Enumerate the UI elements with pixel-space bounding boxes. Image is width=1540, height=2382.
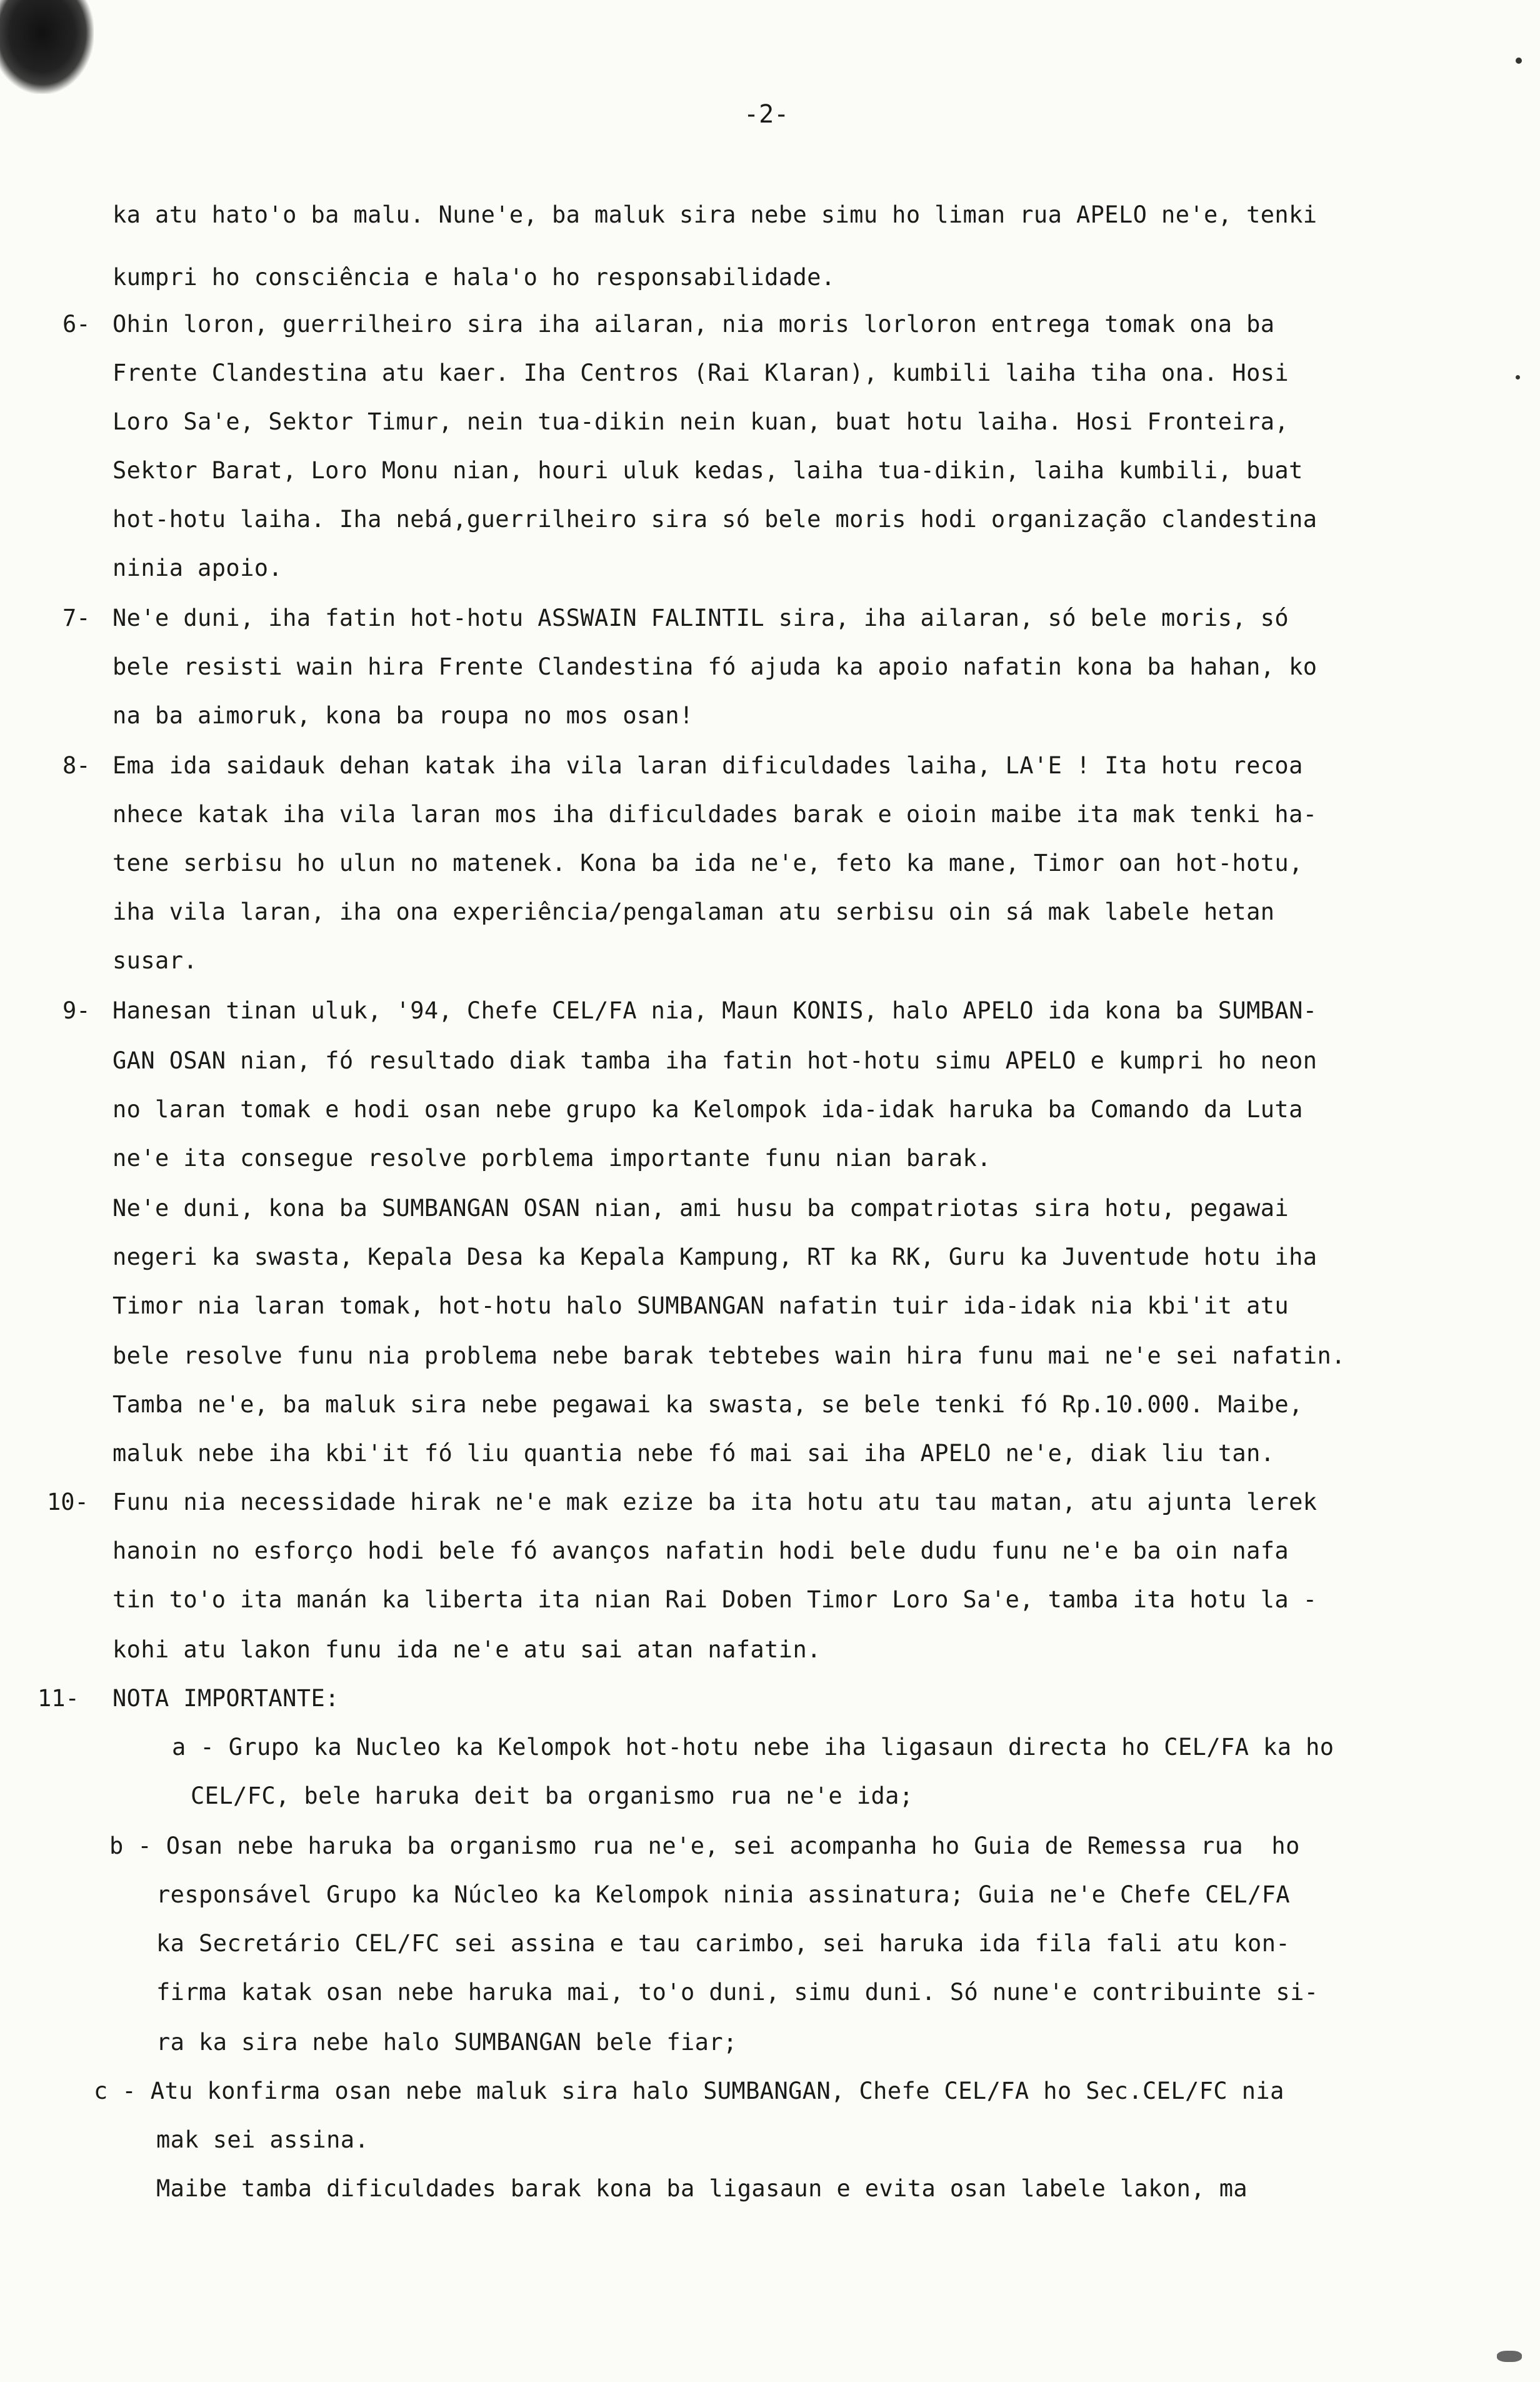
item-number: 10- <box>47 1489 89 1515</box>
text-line: no laran tomak e hodi osan nebe grupo ka Kelompok ida-idak haruka ba Comando da Luta <box>112 1096 1303 1123</box>
text-line: Funu nia necessidade hirak ne'e mak ezize ba ita hotu atu tau matan, atu ajunta lerek <box>112 1489 1318 1515</box>
text-line: CEL/FC, bele haruka deit ba organismo rua ne'e ida; <box>191 1782 914 1809</box>
text-line: Tamba ne'e, ba maluk sira nebe pegawai ka swasta, se bele tenki fó Rp.10.000. Maibe, <box>112 1391 1303 1418</box>
text-line: Loro Sa'e, Sektor Timur, nein tua-dikin nein kuan, buat hotu laiha. Hosi Fronteira, <box>112 408 1289 435</box>
text-line: c - Atu konfirma osan nebe maluk sira halo SUMBANGAN, Chefe CEL/FA ho Sec.CEL/FC nia <box>94 2078 1284 2104</box>
ink-speck <box>1516 58 1522 64</box>
text-line: tene serbisu ho ulun no matenek. Kona ba ida ne'e, feto ka mane, Timor oan hot-hotu, <box>112 850 1303 877</box>
text-line: kohi atu lakon funu ida ne'e atu sai atan nafatin. <box>112 1636 821 1663</box>
text-line: na ba aimoruk, kona ba roupa no mos osan! <box>112 702 694 729</box>
text-line: ka Secretário CEL/FC sei assina e tau carimbo, sei haruka ida fila fali atu kon- <box>156 1930 1291 1957</box>
text-line: nhece katak iha vila laran mos iha dificuldades barak e oioin maibe ita mak tenki ha- <box>112 801 1318 828</box>
text-line: ra ka sira nebe halo SUMBANGAN bele fiar; <box>156 2029 738 2056</box>
item-number: 7- <box>62 605 91 631</box>
ink-speck <box>1516 375 1520 379</box>
text-line: maluk nebe iha kbi'it fó liu quantia nebe fó mai sai iha APELO ne'e, diak liu tan. <box>112 1440 1275 1467</box>
text-line: kumpri ho consciência e hala'o ho responsabilidade. <box>112 264 836 291</box>
text-line: GAN OSAN nian, fó resultado diak tamba iha fatin hot-hotu simu APELO e kumpri ho neon <box>112 1047 1318 1074</box>
text-line: hot-hotu laiha. Iha nebá,guerrilheiro sira só bele moris hodi organização clandestina <box>112 506 1318 533</box>
text-line: NOTA IMPORTANTE: <box>112 1685 339 1712</box>
text-line: ka atu hato'o ba malu. Nune'e, ba maluk sira nebe simu ho liman rua APELO ne'e, tenki <box>112 201 1318 228</box>
text-line: Timor nia laran tomak, hot-hotu halo SUMBANGAN nafatin tuir ida-idak nia kbi'it atu <box>112 1292 1289 1319</box>
text-line: hanoin no esforço hodi bele fó avanços nafatin hodi bele dudu funu ne'e ba oin nafa <box>112 1537 1289 1564</box>
text-line: Sektor Barat, Loro Monu nian, houri uluk kedas, laiha tua-dikin, laiha kumbili, buat <box>112 457 1303 484</box>
text-line: susar. <box>112 947 198 974</box>
ink-speck <box>1497 2351 1522 2362</box>
ink-blot <box>0 0 94 94</box>
item-number: 8- <box>62 752 91 779</box>
text-line: firma katak osan nebe haruka mai, to'o duni, simu duni. Só nune'e contribuinte si- <box>156 1979 1319 2006</box>
text-line: Ne'e duni, iha fatin hot-hotu ASSWAIN FALINTIL sira, iha ailaran, só bele moris, só <box>112 605 1289 631</box>
item-number: 6- <box>62 311 91 338</box>
text-line: negeri ka swasta, Kepala Desa ka Kepala Kampung, RT ka RK, Guru ka Juventude hotu iha <box>112 1244 1318 1270</box>
text-line: mak sei assina. <box>156 2126 369 2153</box>
text-line: tin to'o ita manán ka liberta ita nian Rai Doben Timor Loro Sa'e, tamba ita hotu la - <box>112 1586 1318 1613</box>
text-line: a - Grupo ka Nucleo ka Kelompok hot-hotu nebe iha ligasaun directa ho CEL/FA ka ho <box>172 1734 1334 1761</box>
text-line: b - Osan nebe haruka ba organismo rua ne'e, sei acompanha ho Guia de Remessa rua ho <box>109 1832 1300 1859</box>
text-line: ninia apoio. <box>112 555 283 581</box>
text-line: bele resolve funu nia problema nebe barak tebtebes wain hira funu mai ne'e sei nafatin. <box>112 1342 1346 1369</box>
item-number: 11- <box>38 1685 79 1712</box>
item-number: 9- <box>62 997 91 1024</box>
text-line: Maibe tamba dificuldades barak kona ba ligasaun e evita osan labele lakon, ma <box>156 2175 1248 2202</box>
text-line: bele resisti wain hira Frente Clandestina fó ajuda ka apoio nafatin kona ba hahan, ko <box>112 653 1318 680</box>
text-line: ne'e ita consegue resolve porblema importante funu nian barak. <box>112 1145 991 1172</box>
text-line: Hanesan tinan uluk, '94, Chefe CEL/FA nia, Maun KONIS, halo APELO ida kona ba SUMBAN- <box>112 997 1318 1024</box>
text-line: Ne'e duni, kona ba SUMBANGAN OSAN nian, ami husu ba compatriotas sira hotu, pegawai <box>112 1195 1289 1222</box>
text-line: Ohin loron, guerrilheiro sira iha ailaran, nia moris lorloron entrega tomak ona ba <box>112 311 1275 338</box>
text-line: responsável Grupo ka Núcleo ka Kelompok ninia assinatura; Guia ne'e Chefe CEL/FA <box>156 1881 1291 1908</box>
text-line: Frente Clandestina atu kaer. Iha Centros (Rai Klaran), kumbili laiha tiha ona. Hosi <box>112 359 1289 386</box>
text-line: Ema ida saidauk dehan katak iha vila laran dificuldades laiha, LA'E ! Ita hotu recoa <box>112 752 1303 779</box>
page-number: -2- <box>744 100 789 129</box>
text-line: iha vila laran, iha ona experiência/pengalaman atu serbisu oin sá mak labele hetan <box>112 898 1275 925</box>
